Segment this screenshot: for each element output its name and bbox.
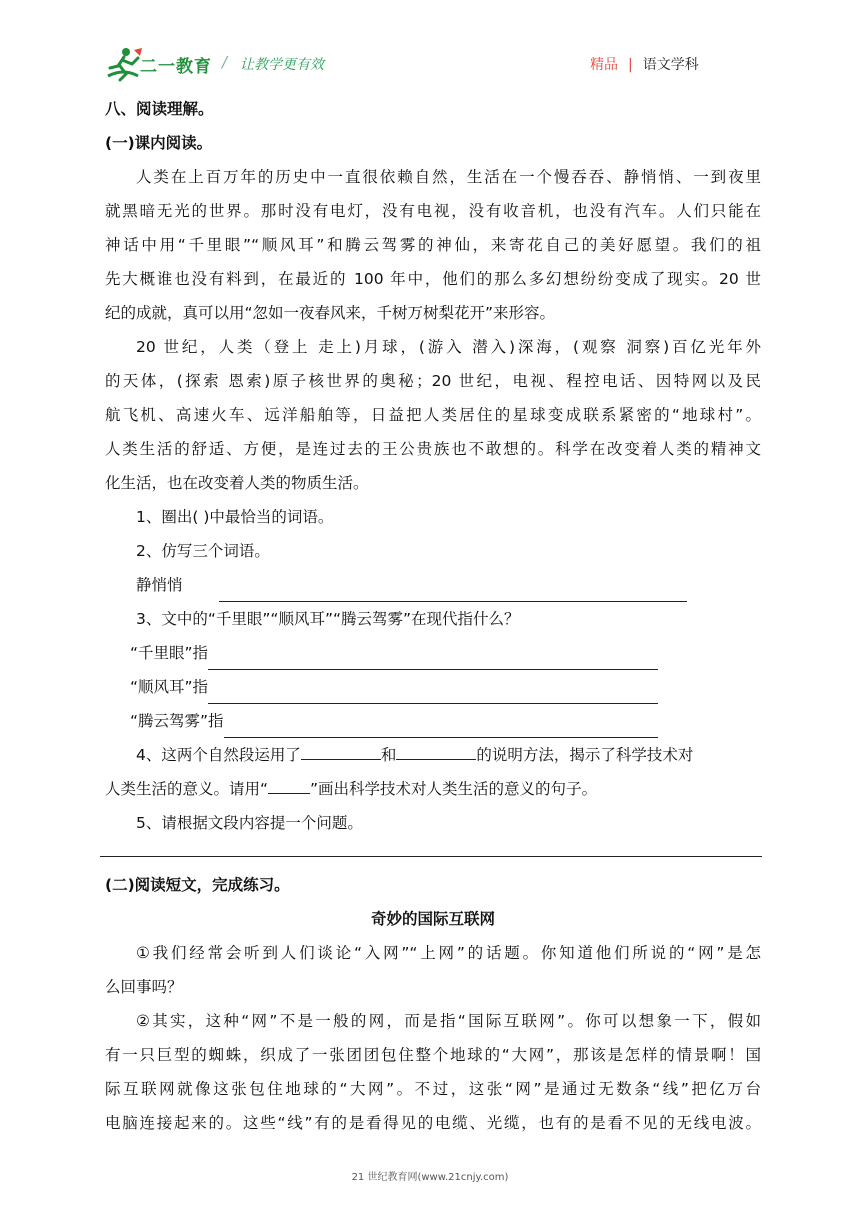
paragraph-line: 么回事吗？ [105, 978, 183, 996]
header-subject [590, 54, 699, 74]
paragraph-line: 纪的成就，真可以用“忽如一夜春风来，千树万树梨花开”来形容。 [105, 304, 556, 322]
answer-line[interactable] [208, 647, 658, 670]
paragraph-line: 的天体，(探索 恩索)原子核世界的奥秘；20 世纪，电视、程控电话、因特网以及民 [105, 372, 761, 390]
question-4-text: 4、这两个自然段运用了 [136, 746, 301, 764]
answer-line[interactable] [208, 681, 658, 704]
fill-blank[interactable] [396, 739, 476, 760]
answer-prompt: “千里眼”指 [130, 644, 209, 662]
header-separator: / [222, 53, 228, 71]
answer-prompt: 静悄悄 [136, 576, 183, 594]
answer-line[interactable] [219, 579, 687, 602]
fill-blank[interactable] [301, 739, 381, 760]
part2-body [105, 868, 761, 1140]
paragraph-line: 人类生活的舒适、方便，是连过去的王公贵族也不敢想的。科学在改变着人类的精神文 [105, 440, 761, 458]
paragraph-line: ②其实，这种“网”不是一般的网，而是指“国际互联网”。你可以想象一下，假如 [136, 1012, 761, 1030]
answer-prompt: “腾云驾雾”指 [130, 712, 224, 730]
section-title: 八、阅读理解。 [105, 100, 214, 118]
paragraph-line: 人类在上百万年的历史中一直很依赖自然，生活在一个慢吞吞、静悄悄、一到夜里 [136, 168, 761, 186]
subject-label: 语文学科 [642, 57, 699, 73]
part2-title: (二)阅读短文，完成练习。 [105, 876, 290, 894]
question-4-cont [105, 772, 761, 806]
page-header [0, 0, 860, 90]
paragraph-line: 电脑连接起来的。这些“线”有的是看得见的电缆、光缆，也有的是看不见的无线电波。 [105, 1114, 761, 1132]
question-4-text: 和 [380, 746, 397, 764]
paragraph-line: ①我们经常会听到人们谈论“入网”“上网”的话题。你知道他们所说的“网”是怎 [136, 944, 761, 962]
question-5: 5、请根据文段内容提一个问题。 [136, 814, 363, 832]
article-title: 奇妙的国际互联网 [370, 910, 495, 928]
paragraph-line: 际互联网就像这张包住地球的“大网”。不过，这张“网”是通过无数条“线”把亿万台 [105, 1080, 761, 1098]
question-3c-answer [105, 704, 761, 738]
paragraph-line: 有一只巨型的蜘蛛，织成了一张团团包住整个地球的“大网”，那该是怎样的情景啊！国 [105, 1046, 761, 1064]
question-1: 1、圈出( )中最恰当的词语。 [136, 508, 334, 526]
paragraph-line: 20 世纪，人类（登上 走上)月球，(游入 潜入)深海，(观察 洞察)百亿光年外 [136, 338, 761, 356]
section-divider [100, 856, 762, 857]
question-4-text: ”画出科学技术对人类生活的意义的句子。 [310, 780, 598, 798]
part1-title: (一)课内阅读。 [105, 134, 213, 152]
page-footer: 21 世纪教育网(www.21cnjy.com) [351, 1172, 509, 1183]
underline-sample [268, 773, 310, 794]
premium-badge: 精品 [590, 57, 618, 73]
answer-prompt: “顺风耳”指 [130, 678, 209, 696]
question-3: 3、文中的“千里眼”“顺风耳”“腾云驾雾”在现代指什么？ [136, 610, 520, 628]
header-divider: | [628, 57, 633, 73]
answer-line[interactable] [224, 715, 658, 738]
question-2-answer [105, 568, 761, 602]
paragraph-line: 神话中用“千里眼”“顺风耳”和腾云驾雾的神仙，来寄花自己的美好愿望。我们的祖 [105, 236, 761, 254]
paragraph-line: 化生活，也在改变着人类的物质生活。 [105, 474, 369, 492]
question-4-text: 人类生活的意义。请用“ [105, 780, 269, 798]
question-2: 2、仿写三个词语。 [136, 542, 270, 560]
document-body [105, 92, 761, 840]
question-4-text: 的说明方法，揭示了科学技术对 [476, 746, 694, 764]
paragraph-line: 先大概谁也没有料到，在最近的 100 年中，他们的那么多幻想纷纷变成了现实。20 世 [105, 270, 761, 288]
question-3a-answer [105, 636, 761, 670]
logo-text: 二一教育 [140, 57, 212, 77]
paragraph-line: 航飞机、高速火车、远洋船舶等，日益把人类居住的星球变成联系紧密的“地球村”。 [105, 406, 761, 424]
question-3b-answer [105, 670, 761, 704]
paragraph-line: 就黑暗无光的世界。那时没有电灯，没有电视，没有收音机，也没有汽车。人们只能在 [105, 202, 761, 220]
question-4 [105, 738, 761, 772]
header-slogan: 让教学更有效 [240, 57, 324, 73]
